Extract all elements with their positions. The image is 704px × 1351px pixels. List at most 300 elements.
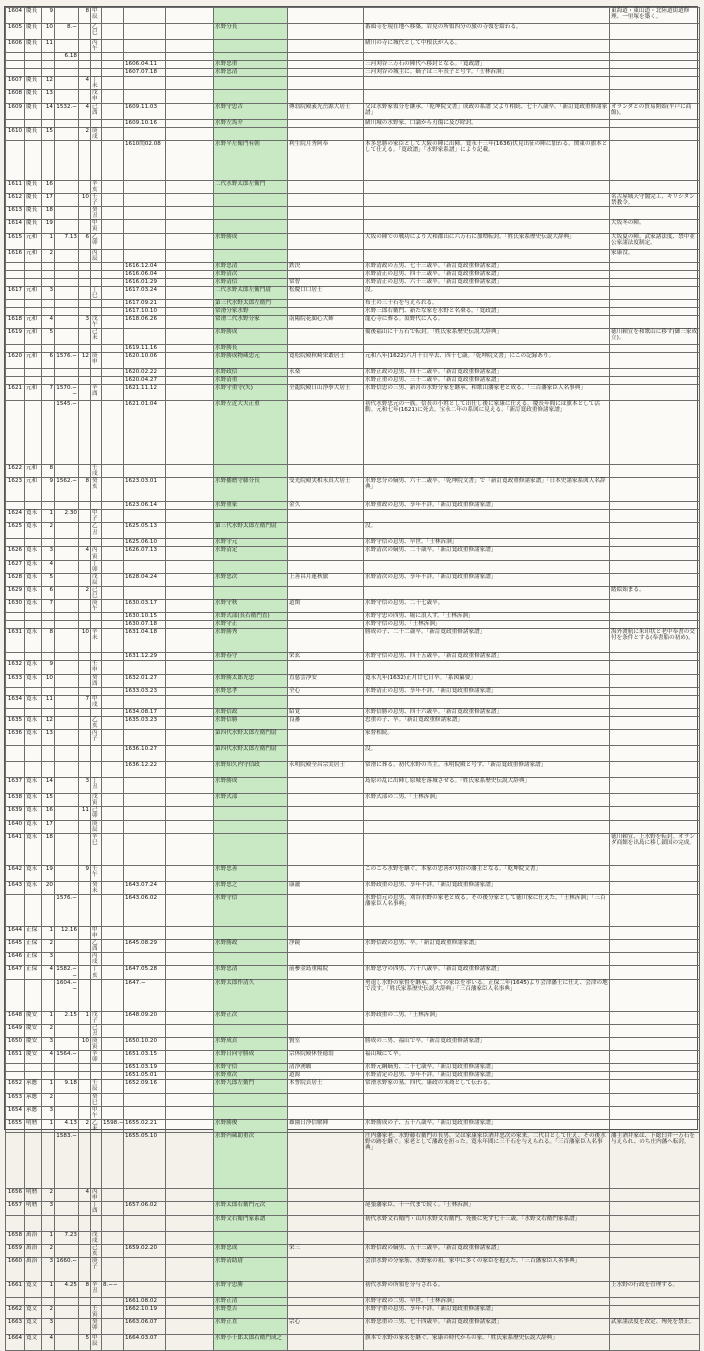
- cell-notes2: [610, 385, 700, 401]
- cell-hou: [288, 746, 364, 762]
- cell-name: 水野勝長: [214, 345, 288, 353]
- table-row: [6, 894, 700, 926]
- cell-mon2: [102, 1189, 124, 1202]
- cell-era: 元和: [25, 385, 42, 401]
- cell-age: [79, 746, 91, 762]
- cell-kanshi: 癸未: [91, 881, 102, 894]
- cell-year: [6, 278, 25, 286]
- cell-kanshi: 丙寅: [91, 547, 102, 560]
- cell-notes2: [610, 794, 700, 807]
- cell-era: 承應: [25, 1106, 42, 1119]
- cell-kanshi: 辛亥: [91, 180, 102, 193]
- cell-eyear: 3: [42, 1257, 55, 1281]
- cell-date: [124, 953, 166, 966]
- cell-year: 1625: [6, 523, 25, 539]
- cell-hou: [288, 329, 364, 345]
- cell-notes2: [610, 1215, 700, 1231]
- cell-year: 1640: [6, 820, 25, 833]
- cell-era: 慶長: [25, 103, 42, 119]
- cell-name: 第三代水野太郎左衛門: [214, 299, 288, 307]
- cell-age: [79, 249, 91, 262]
- cell-mon2: [102, 687, 124, 695]
- cell-date: [124, 1189, 166, 1202]
- cell-mon2: [102, 207, 124, 220]
- cell-name: 水野左馬介: [214, 119, 288, 127]
- cell-kanshi: [91, 621, 102, 629]
- cell-year: [6, 539, 25, 547]
- cell-era: 明暦: [25, 1202, 42, 1215]
- cell-note: このころ水野を継ぐ。本家の忠善が刈谷の藩主となる。「乾坤院文書」: [364, 865, 610, 881]
- cell-name: 水野春守: [214, 653, 288, 661]
- cell-age: [79, 140, 91, 180]
- cell-kanshi: 辛巳: [91, 833, 102, 865]
- cell-mon2: [102, 1038, 124, 1051]
- cell-note: 尾張藩家臣。十一代まで続く。「士林泝洄」: [364, 1202, 610, 1215]
- cell-name: 水野忠善: [214, 865, 288, 881]
- cell-year: 1615: [6, 233, 25, 249]
- cell-eyear: 19: [42, 865, 55, 881]
- cell-age: [79, 262, 91, 270]
- cell-dummy: [166, 523, 214, 539]
- cell-notes2: [610, 53, 700, 61]
- cell-notes2: [610, 674, 700, 687]
- cell-dummy: [166, 119, 214, 127]
- cell-eyear: 12: [42, 77, 55, 90]
- cell-era: [25, 377, 42, 385]
- cell-kanshi: [91, 369, 102, 377]
- table-row: [6, 1305, 700, 1318]
- cell-mon2: [102, 90, 124, 103]
- cell-era: 寛文: [25, 1281, 42, 1297]
- cell-mon2: [102, 465, 124, 478]
- cell-mon: [55, 127, 79, 140]
- cell-mon: 8.−: [55, 24, 79, 40]
- cell-name: 水野成貞: [214, 1038, 288, 1051]
- table-row: [6, 953, 700, 966]
- table-row: [6, 385, 700, 401]
- cell-mon: 1576.−: [55, 894, 79, 926]
- table-row: [6, 674, 700, 687]
- cell-date: 1628.04.24: [124, 573, 166, 586]
- cell-mon2: [102, 1133, 124, 1189]
- cell-kanshi: [91, 894, 102, 926]
- cell-mon: [55, 833, 79, 865]
- cell-age: [79, 1051, 91, 1064]
- cell-year: 1635: [6, 716, 25, 729]
- table-row: [6, 926, 700, 939]
- cell-age: [79, 1215, 91, 1231]
- cell-notes2: [610, 573, 700, 586]
- cell-kanshi: [91, 502, 102, 510]
- cell-note: 勇退し水野の家督を継承。多くの家臣を率いる。正保二年(1645)より会津藩士に仕え、会津の地で没す。「姓氏家系歴史伝説大辞典」「三百藩家臣人名事典」: [364, 979, 610, 1011]
- cell-kanshi: 乙酉: [91, 940, 102, 953]
- cell-kanshi: 癸巳: [91, 1093, 102, 1106]
- table-row: [6, 465, 700, 478]
- cell-mon: [55, 573, 79, 586]
- cell-mon2: [102, 369, 124, 377]
- cell-mon2: 1598.−: [102, 1119, 124, 1132]
- cell-mon2: [102, 695, 124, 708]
- cell-mon: [55, 730, 79, 746]
- cell-notes2: [610, 865, 700, 881]
- table-row: [6, 1202, 700, 1215]
- cell-kanshi: 壬子: [91, 193, 102, 206]
- cell-eyear: 6: [42, 353, 55, 369]
- cell-kanshi: 乙亥: [91, 716, 102, 729]
- cell-eyear: [42, 307, 55, 315]
- cell-note: 水野忠守の四男、六十八歳卒。「新訂寛政重修諸家譜」: [364, 966, 610, 979]
- cell-eyear: [42, 119, 55, 127]
- cell-mon: [55, 881, 79, 894]
- table-row: [6, 502, 700, 510]
- cell-note: 水野清政の五男、七十三歳卒。「新訂寛政重修諸家譜」: [364, 262, 610, 270]
- cell-mon2: [102, 1011, 124, 1024]
- cell-era: 寛永: [25, 547, 42, 560]
- cell-age: [79, 69, 91, 77]
- cell-mon: [55, 746, 79, 762]
- cell-name: [214, 1106, 288, 1119]
- table-row: [6, 329, 700, 345]
- cell-eyear: 2: [42, 1305, 55, 1318]
- cell-name: 水野播磨守藤分長: [214, 478, 288, 502]
- cell-age: [79, 573, 91, 586]
- cell-hou: [288, 539, 364, 547]
- cell-notes2: [610, 547, 700, 560]
- cell-dummy: [166, 881, 214, 894]
- cell-eyear: 10: [42, 674, 55, 687]
- cell-name: 水野守正: [214, 621, 288, 629]
- cell-date: [124, 587, 166, 600]
- cell-eyear: 20: [42, 881, 55, 894]
- cell-mon: [55, 629, 79, 653]
- cell-mon: 1564.−: [55, 1051, 79, 1064]
- table-row: [6, 278, 700, 286]
- cell-era: 寛永: [25, 820, 42, 833]
- cell-age: [79, 1202, 91, 1215]
- cell-date: 1617.09.21: [124, 299, 166, 307]
- cell-mon2: [102, 69, 124, 77]
- cell-hou: [288, 613, 364, 621]
- cell-age: [79, 1297, 91, 1305]
- cell-mon2: [102, 674, 124, 687]
- table-row: [6, 708, 700, 716]
- cell-age: [79, 539, 91, 547]
- cell-notes2: オランダとの貿易開始(平戸に商館)。: [610, 103, 700, 119]
- cell-era: [25, 401, 42, 465]
- cell-era: 元和: [25, 478, 42, 502]
- cell-eyear: 2: [42, 249, 55, 262]
- cell-era: 寛永: [25, 716, 42, 729]
- cell-date: [124, 465, 166, 478]
- cell-name: 水野分長: [214, 24, 288, 40]
- cell-eyear: 1: [42, 1281, 55, 1297]
- cell-date: 1621.11.12: [124, 385, 166, 401]
- cell-date: 1625.05.13: [124, 523, 166, 539]
- cell-note: 初代水野の所領を分与される。: [364, 1281, 610, 1297]
- cell-age: 8: [79, 8, 91, 24]
- cell-notes2: [610, 40, 700, 53]
- cell-era: [25, 746, 42, 762]
- cell-year: 1637: [6, 778, 25, 794]
- cell-kanshi: 戊申: [91, 90, 102, 103]
- cell-kanshi: 戊午: [91, 315, 102, 328]
- cell-eyear: 6: [42, 587, 55, 600]
- cell-notes2: [610, 953, 700, 966]
- cell-year: 1628: [6, 573, 25, 586]
- cell-note: [364, 345, 610, 353]
- cell-mon: [55, 1202, 79, 1215]
- cell-name: 水野左近大夫正重: [214, 401, 288, 465]
- cell-dummy: [166, 140, 214, 180]
- cell-age: [79, 40, 91, 53]
- cell-note: 勝成の子、二十二歳卒。「新訂寛政重修諸家譜」: [364, 629, 610, 653]
- table-row: [6, 1093, 700, 1106]
- cell-age: [79, 270, 91, 278]
- cell-dummy: [166, 1305, 214, 1318]
- cell-name: 水野忠清: [214, 69, 288, 77]
- cell-date: 1652.09.16: [124, 1080, 166, 1093]
- cell-note: [364, 1093, 610, 1106]
- cell-name: [214, 465, 288, 478]
- cell-year: 1624: [6, 510, 25, 523]
- cell-name: 常滑分家水野: [214, 307, 288, 315]
- cell-mon: [55, 953, 79, 966]
- cell-name: 水野勝太郎光忠: [214, 674, 288, 687]
- table-row: [6, 1319, 700, 1335]
- cell-dummy: [166, 401, 214, 465]
- cell-name: 水野忠之: [214, 881, 288, 894]
- cell-era: 寛永: [25, 629, 42, 653]
- cell-date: 1632.01.27: [124, 674, 166, 687]
- table-row: [6, 621, 700, 629]
- cell-hou: [288, 1297, 364, 1305]
- cell-year: 1659: [6, 1244, 25, 1257]
- cell-note: 会津水野の分家筋、水野家の祖。家中に多くの家臣を抱えた。「三百藩家臣人名事典」: [364, 1257, 610, 1281]
- cell-mon: [55, 1319, 79, 1335]
- cell-notes2: [610, 940, 700, 953]
- cell-kanshi: 庚寅: [91, 1038, 102, 1051]
- cell-era: 承應: [25, 1080, 42, 1093]
- cell-name: 水野正直: [214, 1319, 288, 1335]
- table-row: [6, 1244, 700, 1257]
- cell-era: 寛文: [25, 1319, 42, 1335]
- cell-date: [124, 180, 166, 193]
- cell-hou: 道閑: [288, 600, 364, 613]
- cell-note: 水野清定の息男、享年不詳。「新訂寛政重修諸家譜」: [364, 1072, 610, 1080]
- cell-year: 1652: [6, 1080, 25, 1093]
- cell-mon2: [102, 8, 124, 24]
- cell-age: 4: [79, 547, 91, 560]
- cell-mon: [55, 61, 79, 69]
- cell-hou: [288, 193, 364, 206]
- cell-date: [124, 833, 166, 865]
- table-row: [6, 833, 700, 865]
- cell-era: 正保: [25, 926, 42, 939]
- cell-date: 1626.07.13: [124, 547, 166, 560]
- cell-date: [124, 24, 166, 40]
- cell-age: [79, 1231, 91, 1244]
- cell-eyear: [42, 377, 55, 385]
- cell-kanshi: 甲辰: [91, 8, 102, 24]
- cell-notes2: [610, 140, 700, 180]
- cell-era: 寛永: [25, 807, 42, 820]
- cell-kanshi: 乙巳: [91, 24, 102, 40]
- cell-date: 1636.10.27: [124, 746, 166, 762]
- cell-era: [25, 502, 42, 510]
- cell-era: [25, 307, 42, 315]
- cell-notes2: [610, 369, 700, 377]
- cell-age: [79, 894, 91, 926]
- cell-kanshi: 己未: [91, 329, 102, 345]
- cell-age: [79, 90, 91, 103]
- cell-era: 慶安: [25, 1011, 42, 1024]
- table-row: [6, 966, 700, 979]
- cell-mon2: [102, 1231, 124, 1244]
- cell-hou: [288, 833, 364, 865]
- cell-year: [6, 1072, 25, 1080]
- cell-note: 備後福山に十万石で転封。「姓氏家系歴史伝説大辞典」: [364, 329, 610, 345]
- cell-name: [214, 953, 288, 966]
- cell-date: 1630.07.18: [124, 621, 166, 629]
- cell-hou: [288, 979, 364, 1011]
- cell-dummy: [166, 547, 214, 560]
- cell-note: [364, 1189, 610, 1202]
- cell-age: [79, 385, 91, 401]
- cell-eyear: 3: [42, 547, 55, 560]
- cell-kanshi: 己巳: [91, 587, 102, 600]
- cell-eyear: 2: [42, 1244, 55, 1257]
- cell-year: [6, 299, 25, 307]
- cell-mon: [55, 315, 79, 328]
- cell-mon: 1660.−: [55, 1257, 79, 1281]
- cell-dummy: [166, 299, 214, 307]
- cell-eyear: [42, 299, 55, 307]
- cell-hou: 清浄湧願: [288, 1064, 364, 1072]
- cell-dummy: [166, 220, 214, 233]
- cell-era: [25, 61, 42, 69]
- cell-note: 忠重の子、卒。「新訂寛政重修諸家譜」: [364, 716, 610, 729]
- cell-date: 1634.08.17: [124, 708, 166, 716]
- cell-name: [214, 77, 288, 90]
- cell-era: 正保: [25, 953, 42, 966]
- cell-date: [124, 926, 166, 939]
- cell-year: 1611: [6, 180, 25, 193]
- cell-era: 元和: [25, 315, 42, 328]
- cell-mon: [55, 940, 79, 953]
- cell-date: 1664.03.07: [124, 1335, 166, 1351]
- cell-era: 慶長: [25, 220, 42, 233]
- cell-eyear: 12: [42, 716, 55, 729]
- cell-year: [6, 708, 25, 716]
- cell-name: 水野九郎左衛門: [214, 1080, 288, 1093]
- cell-era: 慶長: [25, 8, 42, 24]
- cell-kanshi: 甲寅: [91, 220, 102, 233]
- cell-age: [79, 523, 91, 539]
- cell-age: 9: [79, 865, 91, 881]
- cell-age: [79, 762, 91, 778]
- cell-era: 萬治: [25, 1244, 42, 1257]
- cell-note: [364, 953, 610, 966]
- cell-age: [79, 369, 91, 377]
- cell-eyear: 4: [42, 1335, 55, 1351]
- table-row: [6, 865, 700, 881]
- cell-mon: 1570.−−: [55, 385, 79, 401]
- cell-mon: 2.30: [55, 510, 79, 523]
- cell-hou: [288, 90, 364, 103]
- cell-note: 島原の乱に出陣し原城を落城させる。「姓氏家系歴史伝説大辞典」: [364, 778, 610, 794]
- cell-dummy: [166, 8, 214, 24]
- cell-era: 正保: [25, 940, 42, 953]
- cell-kanshi: [91, 979, 102, 1011]
- cell-notes2: [610, 286, 700, 299]
- cell-hou: 良蕃: [288, 716, 364, 729]
- cell-note: [364, 465, 610, 478]
- cell-dummy: [166, 510, 214, 523]
- cell-note: 福山城にて卒。: [364, 1051, 610, 1064]
- cell-name: 常滑二代水野分家: [214, 315, 288, 328]
- cell-era: [25, 278, 42, 286]
- cell-notes2: [610, 345, 700, 353]
- cell-mon2: [102, 661, 124, 674]
- cell-mon2: [102, 613, 124, 621]
- cell-kanshi: 丁巳: [91, 286, 102, 299]
- cell-eyear: [42, 502, 55, 510]
- cell-mon: [55, 1305, 79, 1318]
- cell-note: 緒川の寺に城代として中根氏が入る。: [364, 40, 610, 53]
- table-row: [6, 730, 700, 746]
- cell-year: 1645: [6, 940, 25, 953]
- cell-mon: [55, 1072, 79, 1080]
- cell-mon2: [102, 1215, 124, 1231]
- cell-age: [79, 53, 91, 61]
- cell-dummy: [166, 180, 214, 193]
- cell-hou: [288, 1189, 364, 1202]
- cell-note: [364, 127, 610, 140]
- cell-date: [124, 820, 166, 833]
- cell-hou: [288, 307, 364, 315]
- cell-name: [214, 53, 288, 61]
- cell-era: 寛永: [25, 573, 42, 586]
- cell-dummy: [166, 502, 214, 510]
- cell-year: [6, 270, 25, 278]
- cell-year: 1643: [6, 881, 25, 894]
- cell-mon2: [102, 345, 124, 353]
- cell-note: [364, 249, 610, 262]
- cell-eyear: 1: [42, 1080, 55, 1093]
- cell-era: 寛永: [25, 778, 42, 794]
- cell-year: 1636: [6, 730, 25, 746]
- cell-dummy: [166, 894, 214, 926]
- cell-name: 水野信勝: [214, 716, 288, 729]
- cell-era: 元和: [25, 465, 42, 478]
- cell-notes2: [610, 1051, 700, 1064]
- cell-mon: [55, 695, 79, 708]
- cell-kanshi: 辛未: [91, 629, 102, 653]
- cell-note: 水野元綱嫡男、二十七歳卒。「新訂寛政重修諸家譜」: [364, 1064, 610, 1072]
- cell-name: 水野正清: [214, 1297, 288, 1305]
- cell-hou: 永楽: [288, 369, 364, 377]
- cell-kanshi: 己亥: [91, 1244, 102, 1257]
- cell-age: 11: [79, 807, 91, 820]
- cell-mon: [55, 587, 79, 600]
- cell-age: 3: [79, 315, 91, 328]
- cell-date: [124, 1231, 166, 1244]
- cell-eyear: 15: [42, 127, 55, 140]
- cell-year: 1638: [6, 794, 25, 807]
- cell-eyear: 17: [42, 193, 55, 206]
- cell-note: [364, 807, 610, 820]
- cell-hou: [288, 1202, 364, 1215]
